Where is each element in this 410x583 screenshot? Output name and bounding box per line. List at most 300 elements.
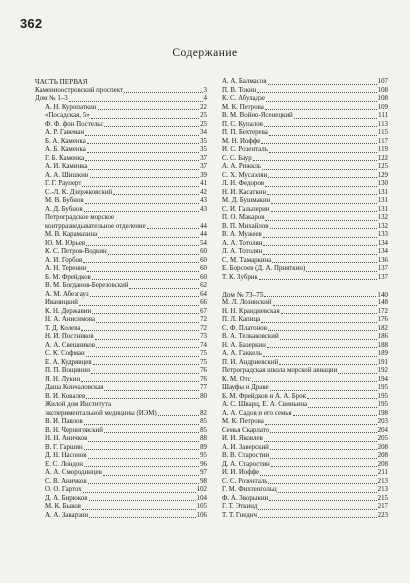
toc-entry-page: 129 bbox=[377, 171, 388, 179]
toc-entry bbox=[222, 112, 388, 121]
toc-entry bbox=[222, 401, 388, 410]
dot-leader bbox=[83, 262, 199, 263]
dot-leader bbox=[268, 84, 377, 85]
dot-leader bbox=[258, 509, 376, 510]
toc-entry bbox=[35, 512, 207, 521]
toc-entry-page: 204 bbox=[377, 426, 388, 434]
dot-leader bbox=[83, 492, 196, 493]
toc-entry bbox=[222, 444, 388, 453]
dot-leader bbox=[268, 177, 376, 178]
dot-leader bbox=[264, 441, 377, 442]
dot-leader bbox=[89, 500, 196, 501]
dot-leader bbox=[259, 279, 377, 280]
toc-entry bbox=[222, 265, 388, 274]
toc-entry-title: В. И. Ковалев bbox=[45, 392, 86, 400]
toc-entry bbox=[222, 376, 388, 385]
toc-entry-page: 189 bbox=[377, 350, 388, 357]
toc-entry-page: 25 bbox=[200, 112, 207, 119]
toc-entry-title: В. А. Телкаковский bbox=[222, 333, 279, 340]
dot-leader bbox=[92, 279, 199, 280]
toc-entry bbox=[35, 104, 207, 113]
toc-entry-page: 108 bbox=[377, 86, 388, 94]
dot-leader bbox=[98, 237, 199, 238]
toc-entry-page: 60 bbox=[200, 256, 207, 264]
toc-entry bbox=[222, 486, 388, 495]
dot-leader bbox=[270, 449, 377, 450]
toc-entry-page: 136 bbox=[377, 256, 388, 264]
toc-entry-page: 198 bbox=[377, 409, 388, 417]
toc-entry-title: Е. А. Кудрявцев bbox=[45, 358, 92, 366]
dot-leader bbox=[87, 271, 199, 272]
toc-entry-title: Г. Б. Каменка bbox=[45, 154, 85, 162]
toc-entry-page: 111 bbox=[378, 112, 388, 119]
dot-leader bbox=[263, 245, 376, 246]
toc-entry-title: А. А. Заварзин bbox=[45, 511, 89, 519]
toc-entry bbox=[222, 359, 388, 368]
toc-entry-page: 97 bbox=[200, 469, 207, 476]
toc-entry bbox=[222, 461, 388, 470]
toc-entry-title: А. А. Тотолян bbox=[222, 239, 263, 247]
toc-entry bbox=[35, 384, 207, 393]
toc-entry-title: А. А. Садов и его семья bbox=[222, 409, 292, 417]
toc-entry-page: 208 bbox=[377, 460, 388, 468]
toc-entry bbox=[222, 427, 388, 436]
toc-entry-title: А. И. Каминка bbox=[45, 163, 88, 170]
dot-leader bbox=[263, 356, 377, 357]
toc-entry-title: П. П. Бехтерева bbox=[222, 129, 268, 136]
toc-entry bbox=[35, 367, 207, 376]
toc-entry-page: 25 bbox=[200, 120, 207, 128]
toc-entry-page: 211 bbox=[377, 469, 388, 476]
toc-entry-page: 102 bbox=[196, 486, 207, 493]
dot-leader bbox=[269, 135, 377, 136]
dot-leader bbox=[264, 126, 377, 127]
toc-entry-title: П. С. Купалов bbox=[222, 120, 263, 128]
toc-entry-title: М. Д. Бушмакин bbox=[222, 197, 271, 204]
toc-entry-page: 107 bbox=[377, 78, 388, 85]
toc-entry-title: И. И. Иоффе bbox=[222, 469, 260, 476]
dot-leader bbox=[104, 390, 199, 391]
dot-leader bbox=[261, 143, 377, 144]
toc-entry-title: «Посадская, 5» bbox=[45, 112, 90, 119]
dot-leader bbox=[84, 466, 199, 467]
toc-entry-title: С. С. Баур bbox=[222, 154, 252, 162]
toc-entry-title: В. Г. Гаршин bbox=[45, 443, 83, 451]
dot-leader bbox=[271, 203, 376, 204]
dot-leader bbox=[253, 160, 377, 161]
toc-entry-page: 67 bbox=[200, 307, 207, 315]
dot-leader bbox=[81, 381, 199, 382]
toc-entry-title: П. В. Токин bbox=[222, 86, 257, 94]
toc-entry bbox=[35, 495, 207, 504]
toc-entry-title: В. А. Мужеев bbox=[222, 231, 262, 238]
toc-entry-page: 60 bbox=[200, 273, 207, 281]
toc-entry bbox=[35, 163, 207, 172]
toc-entry bbox=[222, 418, 388, 427]
toc-entry-page: 195 bbox=[377, 384, 388, 391]
toc-entry-title: И. И. Яковлев bbox=[222, 435, 263, 442]
toc-entry-page: 137 bbox=[377, 265, 388, 272]
dot-leader bbox=[93, 364, 200, 365]
toc-entry bbox=[35, 87, 207, 96]
dot-leader bbox=[272, 262, 376, 263]
dot-leader bbox=[306, 271, 376, 272]
toc-entry-page: 85 bbox=[200, 418, 207, 425]
toc-entry-title: Жилой дом Института bbox=[45, 401, 111, 408]
toc-entry bbox=[35, 401, 207, 410]
toc-entry bbox=[222, 146, 388, 155]
dot-leader bbox=[338, 373, 376, 374]
toc-entry bbox=[35, 376, 207, 385]
toc-entry-title: Т. К. Зубрик bbox=[222, 273, 258, 281]
toc-entry bbox=[222, 469, 388, 478]
toc-entry bbox=[222, 197, 388, 206]
dot-leader bbox=[271, 466, 377, 467]
toc-entry-title: Е. С. Лондон bbox=[45, 460, 83, 468]
toc-entry-title: А. А. Смородинцев bbox=[45, 469, 102, 476]
dot-leader bbox=[265, 186, 377, 187]
toc-entry-title: А. Д. Бубнов bbox=[45, 205, 83, 213]
toc-entry-page: 195 bbox=[377, 392, 388, 400]
toc-entry-title: В. П. Михайлов bbox=[222, 222, 269, 230]
toc-entry-page: 131 bbox=[377, 197, 388, 204]
toc-entry bbox=[35, 129, 207, 138]
toc-entry-page: 75 bbox=[200, 358, 207, 366]
toc-entry-page: 3 bbox=[203, 86, 207, 94]
toc-entry-title: В. В. Старостин bbox=[222, 452, 270, 459]
toc-entry-title: Дом № 73–75 bbox=[222, 290, 264, 299]
toc-entry bbox=[35, 214, 207, 223]
toc-entry-page: 98 bbox=[200, 477, 207, 485]
dot-leader bbox=[268, 483, 376, 484]
dot-leader bbox=[260, 475, 377, 476]
toc-entry-title: И. С. Розенталь bbox=[222, 146, 268, 153]
dot-leader bbox=[88, 483, 200, 484]
toc-right-column bbox=[222, 78, 388, 520]
dot-leader bbox=[269, 152, 377, 153]
toc-entry-page: 74 bbox=[200, 341, 207, 349]
toc-entry bbox=[222, 342, 388, 351]
toc-entry bbox=[222, 282, 388, 291]
toc-entry-title: Б. М. Фрейдков и А. А. Брок bbox=[222, 392, 306, 400]
dot-leader bbox=[89, 517, 195, 518]
toc-entry bbox=[35, 461, 207, 470]
toc-entry bbox=[35, 189, 207, 198]
dot-leader bbox=[92, 313, 199, 314]
toc-entry-title: Н. И. Постников bbox=[45, 333, 94, 340]
toc-entry bbox=[222, 129, 388, 138]
toc-entry-title: Даша Кончаловская bbox=[45, 384, 104, 391]
dot-leader bbox=[82, 509, 196, 510]
toc-entry bbox=[35, 146, 207, 155]
toc-entry bbox=[35, 503, 207, 512]
dot-leader bbox=[85, 203, 199, 204]
toc-entry-page: 215 bbox=[377, 494, 388, 502]
dot-leader bbox=[263, 254, 377, 255]
dot-leader bbox=[270, 432, 377, 433]
toc-entry bbox=[222, 78, 388, 87]
dot-leader bbox=[95, 339, 200, 340]
toc-entry-title: А. А. Шишкин bbox=[45, 171, 89, 179]
toc-entry-page: 88 bbox=[200, 435, 207, 442]
toc-entry bbox=[35, 469, 207, 478]
toc-entry-page: 182 bbox=[377, 324, 388, 332]
toc-entry-title: М. В. Карамазина bbox=[45, 231, 98, 238]
dot-leader bbox=[91, 118, 199, 119]
dot-leader bbox=[84, 424, 199, 425]
dot-leader bbox=[113, 194, 199, 195]
toc-entry-page: 60 bbox=[200, 248, 207, 255]
toc-entry-title: Д. А. Старостин bbox=[222, 460, 270, 468]
toc-entry-title: Н. И. Касаткин bbox=[222, 188, 267, 196]
dot-leader bbox=[90, 177, 200, 178]
toc-entry bbox=[222, 206, 388, 215]
toc-entry bbox=[222, 172, 388, 181]
dot-leader bbox=[87, 152, 199, 153]
dot-leader bbox=[96, 347, 199, 348]
toc-entry-page: 76 bbox=[200, 367, 207, 374]
toc-entry bbox=[222, 435, 388, 444]
dot-leader bbox=[265, 109, 377, 110]
toc-entry-title: М. В. Бубнов bbox=[45, 197, 84, 204]
toc-entry-page: 104 bbox=[196, 494, 207, 502]
dot-leader bbox=[261, 322, 377, 323]
toc-entry-page: 186 bbox=[377, 333, 388, 340]
toc-entry-title: М. Н. Иоффе bbox=[222, 137, 261, 145]
toc-entry-title: Т. Д. Колева bbox=[45, 324, 81, 332]
toc-entry-page: 44 bbox=[200, 231, 207, 238]
toc-entry-page: 203 bbox=[377, 418, 388, 425]
toc-entry-title: В. И. Павлов bbox=[45, 418, 83, 425]
toc-entry-title: Ю. М. Юрьев bbox=[45, 239, 86, 247]
toc-entry-page: 137 bbox=[377, 273, 388, 281]
toc-entry-page: 43 bbox=[200, 197, 207, 204]
toc-entry-title: Б. А. Каменка bbox=[45, 137, 86, 145]
dot-leader bbox=[86, 356, 199, 357]
toc-entry bbox=[35, 486, 207, 495]
toc-entry-title: Н. А. Анисимова bbox=[45, 316, 95, 323]
dot-leader bbox=[79, 305, 199, 306]
toc-entry-page: 223 bbox=[377, 511, 388, 519]
toc-entry-title: А. А. Свешников bbox=[45, 341, 96, 349]
toc-entry-title: С. В. Аничков bbox=[45, 477, 87, 485]
toc-entry bbox=[35, 180, 207, 189]
toc-entry bbox=[222, 393, 388, 402]
toc-entry-title: Л. А. Тотолян bbox=[222, 248, 263, 255]
toc-entry-page: 131 bbox=[377, 188, 388, 196]
toc-entry-page: 76 bbox=[200, 375, 207, 383]
toc-entry-title: В. М. Богданов-Березовский bbox=[45, 282, 129, 289]
toc-entry-title: А. Н. Куропаткин bbox=[45, 103, 97, 111]
dot-leader bbox=[85, 135, 199, 136]
toc-entry-title: Д. Н. Насонов bbox=[45, 452, 87, 459]
toc-entry-page: 130 bbox=[377, 180, 388, 187]
toc-entry-title: ЧАСТЬ ПЕРВАЯ bbox=[35, 78, 88, 86]
toc-entry bbox=[222, 223, 388, 232]
toc-entry bbox=[35, 282, 207, 291]
dot-leader bbox=[270, 228, 377, 229]
toc-entry bbox=[222, 367, 388, 376]
toc-entry bbox=[35, 435, 207, 444]
toc-entry-page: 132 bbox=[377, 222, 388, 230]
toc-entry bbox=[35, 342, 207, 351]
dot-leader bbox=[129, 288, 199, 289]
toc-entry-page: 95 bbox=[200, 452, 207, 459]
toc-entry bbox=[35, 206, 207, 215]
toc-entry-page: 62 bbox=[200, 282, 207, 289]
toc-entry-page: 115 bbox=[377, 129, 388, 136]
toc-entry-title: контрразведывательное отделение bbox=[45, 222, 146, 230]
toc-entry bbox=[222, 410, 388, 419]
toc-entry-page: 37 bbox=[200, 154, 207, 162]
toc-entry bbox=[222, 248, 388, 257]
toc-entry bbox=[35, 138, 207, 147]
toc-entry-page: 73 bbox=[200, 333, 207, 340]
dot-leader bbox=[273, 305, 377, 306]
toc-entry bbox=[222, 291, 388, 300]
dot-leader bbox=[307, 398, 377, 399]
toc-entry-page: 213 bbox=[377, 486, 388, 493]
toc-entry-page: 82 bbox=[200, 409, 207, 417]
dot-leader bbox=[85, 160, 199, 161]
dot-leader bbox=[308, 407, 377, 408]
toc-entry bbox=[35, 291, 207, 300]
toc-entry-title: Н. А. Базеркин bbox=[222, 341, 266, 349]
dot-leader bbox=[104, 126, 199, 127]
toc-entry-page: 108 bbox=[377, 95, 388, 102]
dot-leader bbox=[82, 186, 199, 187]
dot-leader bbox=[269, 500, 376, 501]
toc-entry bbox=[35, 248, 207, 257]
toc-entry-title: Ф. А. Зворыкин bbox=[222, 494, 269, 502]
contents-heading: Содержание bbox=[172, 47, 238, 59]
toc-entry bbox=[35, 121, 207, 130]
toc-entry bbox=[222, 214, 388, 223]
dot-leader bbox=[81, 330, 199, 331]
dot-leader bbox=[258, 517, 377, 518]
toc-entry-page: 96 bbox=[200, 460, 207, 468]
toc-entry-page: 72 bbox=[200, 324, 207, 332]
toc-entry-title: В. М. Войно-Ясенецкий bbox=[222, 112, 293, 119]
toc-entry-title: К. С. Петров-Водкин bbox=[45, 248, 107, 255]
toc-entry bbox=[222, 240, 388, 249]
toc-entry-page: 134 bbox=[377, 239, 388, 247]
toc-entry bbox=[35, 197, 207, 206]
toc-entry-page: 140 bbox=[377, 290, 388, 299]
toc-entry bbox=[222, 503, 388, 512]
toc-entry bbox=[222, 512, 388, 521]
toc-entry-title: Т. Т. Гнедич bbox=[222, 511, 257, 519]
toc-entry bbox=[222, 138, 388, 147]
toc-entry-page: 148 bbox=[377, 299, 388, 306]
toc-entry-title: А. С. Шварц, Е. А. Свиньина bbox=[222, 401, 308, 408]
dot-leader bbox=[91, 373, 199, 374]
dot-leader bbox=[267, 194, 376, 195]
toc-entry-page: 35 bbox=[200, 146, 207, 153]
toc-entry-page: 191 bbox=[377, 358, 388, 366]
toc-entry-title: П. Л. Капица bbox=[222, 316, 261, 323]
dot-leader bbox=[278, 492, 377, 493]
toc-entry bbox=[222, 478, 388, 487]
toc-entry-title: экспериментальной медицины (ИЭМ) bbox=[45, 409, 157, 417]
dot-leader bbox=[88, 458, 200, 459]
toc-entry bbox=[35, 299, 207, 308]
toc-entry-title: Я. Н. Лукин bbox=[45, 375, 81, 383]
toc-entry bbox=[35, 78, 207, 87]
dot-leader bbox=[87, 143, 199, 144]
toc-entry-page: 85 bbox=[200, 426, 207, 434]
dot-leader bbox=[90, 296, 200, 297]
toc-entry bbox=[222, 384, 388, 393]
toc-entry-title: П. О. Макаров bbox=[222, 214, 265, 221]
dot-leader bbox=[86, 398, 199, 399]
toc-entry-title: С. Х. Мусаэлян bbox=[222, 171, 268, 179]
toc-entry bbox=[222, 95, 388, 104]
toc-entry-page: 39 bbox=[200, 171, 207, 179]
dot-leader bbox=[266, 101, 377, 102]
toc-entry-page: 64 bbox=[200, 290, 207, 298]
toc-entry-title: Шауфы и Драке bbox=[222, 384, 269, 391]
toc-entry bbox=[35, 359, 207, 368]
dot-leader bbox=[262, 169, 377, 170]
toc-entry bbox=[35, 240, 207, 249]
toc-entry-page: 43 bbox=[200, 205, 207, 213]
toc-entry-title: Е. Борсоев (Д. А. Прияткин) bbox=[222, 265, 306, 272]
toc-entry bbox=[35, 427, 207, 436]
toc-entry bbox=[222, 316, 388, 325]
toc-entry bbox=[222, 452, 388, 461]
dot-leader bbox=[265, 424, 377, 425]
toc-entry bbox=[222, 299, 388, 308]
toc-entry-title: М. К. Петрова bbox=[222, 103, 264, 111]
toc-entry-title: М. Л. Лозинский bbox=[222, 299, 272, 306]
toc-entry-title: Дом № 1–3 bbox=[35, 95, 68, 102]
toc-entry bbox=[35, 350, 207, 359]
toc-entry-title: Иваницкий bbox=[45, 299, 78, 306]
toc-entry-page: 132 bbox=[377, 214, 388, 221]
toc-entry-title: П. П. Вощинин bbox=[45, 367, 90, 374]
toc-entry-page: 72 bbox=[200, 316, 207, 323]
toc-entry-title: Н. Н. Аничков bbox=[45, 435, 88, 442]
toc-entry-page: 192 bbox=[377, 367, 388, 374]
dot-leader bbox=[293, 415, 377, 416]
toc-entry-page: 134 bbox=[377, 248, 388, 255]
toc-entry bbox=[35, 172, 207, 181]
toc-entry bbox=[35, 274, 207, 283]
toc-entry bbox=[35, 452, 207, 461]
toc-entry-title: Н. Н. Крандиевская bbox=[222, 307, 280, 315]
toc-entry bbox=[35, 231, 207, 240]
toc-entry-page: 42 bbox=[200, 188, 207, 196]
toc-entry-title: К. С. Абуладзе bbox=[222, 95, 265, 102]
toc-entry-page: 195 bbox=[377, 401, 388, 408]
toc-entry-page: 113 bbox=[377, 120, 388, 128]
toc-entry bbox=[222, 180, 388, 189]
dot-leader bbox=[84, 211, 200, 212]
toc-entry-page: 60 bbox=[200, 265, 207, 272]
toc-entry bbox=[222, 163, 388, 172]
toc-left-column bbox=[35, 78, 207, 520]
toc-entry-title: Петроградская школа морской авиации bbox=[222, 367, 338, 374]
toc-entry-page: 133 bbox=[377, 231, 388, 238]
toc-entry-title: Г. М. Фихтенгольц bbox=[222, 486, 277, 493]
toc-entry-title: С. С. Розенталь bbox=[222, 477, 268, 485]
toc-entry-page: 37 bbox=[200, 163, 207, 170]
dot-leader bbox=[98, 109, 200, 110]
toc-entry bbox=[35, 478, 207, 487]
toc-entry-page: 131 bbox=[377, 205, 388, 213]
toc-entry-title: Д. А. Бирюков bbox=[45, 494, 88, 502]
